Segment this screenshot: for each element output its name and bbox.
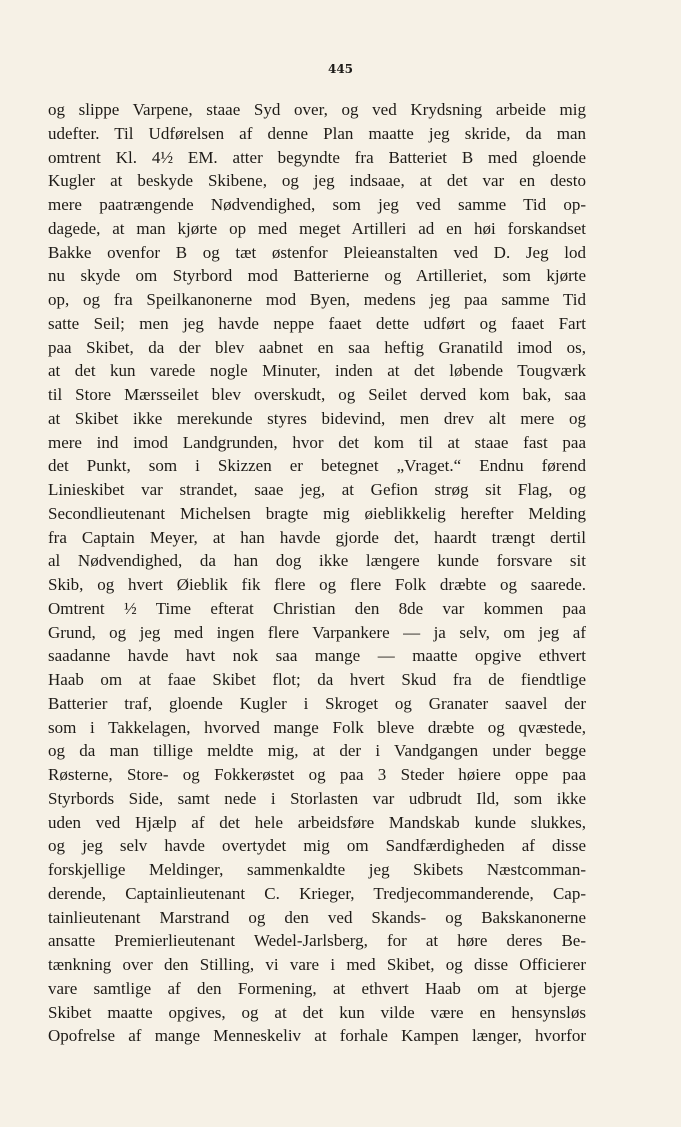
text-line: udefter. Til Udførelsen af denne Plan maatte jeg skride, da man bbox=[48, 123, 586, 143]
text-line: omtrent Kl. 4½ EM. atter begyndte fra Batteriet B med gloende bbox=[48, 147, 586, 167]
text-line: uden ved Hjælp af det hele arbeidsføre Mandskab kunde slukkes, bbox=[48, 812, 586, 832]
text-line: forskjellige Meldinger, sammenkaldte jeg Skibets Næstcomman- bbox=[48, 860, 586, 879]
text-line: til Store Mærsseilet blev overskudt, og Seilet derved kom bak, saa bbox=[48, 385, 586, 404]
text-line: ansatte Premierlieutenant Wedel-Jarlsberg, for at høre deres Be- bbox=[48, 931, 586, 951]
text-line: og slippe Varpene, staae Syd over, og ved Krydsning arbeide mig bbox=[48, 100, 586, 119]
text-line: op, og fra Speilkanonerne mod Byen, medens jeg paa samme Tid bbox=[48, 290, 586, 309]
text-line: Grund, og jeg med ingen flere Varpankere — ja selv, om jeg af bbox=[48, 622, 586, 642]
text-line: Styrbords Side, samt nede i Storlasten var udbrudt Ild, som ikke bbox=[48, 788, 586, 808]
text-line: vare samtlige af den Formening, at ethvert Haab om at bjerge bbox=[48, 978, 586, 998]
text-line: nu skyde om Styrbord mod Batterierne og Artilleriet, som kjørte bbox=[48, 266, 586, 286]
text-line: mere ind imod Landgrunden, hvor det kom til at staae fast paa bbox=[48, 432, 586, 452]
text-line: dagede, at man kjørte op med meget Artilleri ad en høi forskandset bbox=[48, 218, 586, 238]
text-line: Bakke ovenfor B og tæt østenfor Pleieanstalten ved D. Jeg lod bbox=[48, 242, 586, 262]
text-line: Skib, og hvert Øieblik fik flere og flere Folk dræbte og saarede. bbox=[48, 575, 586, 594]
text-line: Haab om at faae Skibet flot; da hvert Skud fra de fiendtlige bbox=[48, 670, 586, 689]
text-line: saadanne havde havt nok saa mange — maatte opgive ethvert bbox=[48, 646, 586, 666]
text-line: det Punkt, som i Skizzen er betegnet „Vraget.“ Endnu førend bbox=[48, 456, 586, 476]
text-line: fra Captain Meyer, at han havde gjorde det, haardt trængt dertil bbox=[48, 527, 586, 547]
text-line: Secondlieutenant Michelsen bragte mig øieblikkelig herefter Melding bbox=[48, 503, 586, 523]
text-line: Kugler at beskyde Skibene, og jeg indsaae, at det var en desto bbox=[48, 171, 586, 191]
page-number: 445 bbox=[327, 62, 354, 76]
text-line: tainlieutenant Marstrand og den ved Skands- og Bakskanonerne bbox=[48, 907, 586, 927]
text-line: Batterier traf, gloende Kugler i Skroget og Granater saavel der bbox=[48, 693, 586, 713]
text-line: og jeg selv havde overtydet mig om Sandfærdigheden af disse bbox=[48, 836, 586, 856]
text-line: og da man tillige meldte mig, at der i Vandgangen under begge bbox=[48, 741, 586, 761]
body-text bbox=[48, 98, 586, 1048]
text-line: at det kun varede nogle Minuter, inden at det løbende Tougværk bbox=[48, 361, 586, 381]
text-line: Linieskibet var strandet, saae jeg, at Gefion strøg sit Flag, og bbox=[48, 480, 586, 499]
text-line: paa Skibet, da der blev aabnet en saa heftig Granatild imod os, bbox=[48, 337, 586, 357]
text-line: Røsterne, Store- og Fokkerøstet og paa 3 Steder høiere oppe paa bbox=[48, 765, 586, 784]
text-line: som i Takkelagen, hvorved mange Folk bleve dræbte og qvæstede, bbox=[48, 717, 586, 737]
text-line: at Skibet ikke merekunde styres bidevind, men drev alt mere og bbox=[48, 408, 586, 428]
text-line: mere paatrængende Nødvendighed, som jeg ved samme Tid op- bbox=[48, 195, 586, 214]
text-line: Omtrent ½ Time efterat Christian den 8de var kommen paa bbox=[48, 598, 586, 618]
text-line: satte Seil; men jeg havde neppe faaet dette udført og faaet Fart bbox=[48, 313, 586, 333]
text-line: tænkning over den Stilling, vi vare i med Skibet, og disse Officierer bbox=[48, 955, 586, 974]
text-line: al Nødvendighed, da han dog ikke længere kunde forsvare sit bbox=[48, 551, 586, 571]
text-line: Skibet maatte opgives, og at det kun vilde være en hensynsløs bbox=[48, 1002, 586, 1022]
text-line: Opofrelse af mange Menneskeliv at forhale Kampen længer, hvorfor bbox=[48, 1026, 586, 1046]
text-line: derende, Captainlieutenant C. Krieger, Tredjecommanderende, Cap- bbox=[48, 883, 586, 903]
